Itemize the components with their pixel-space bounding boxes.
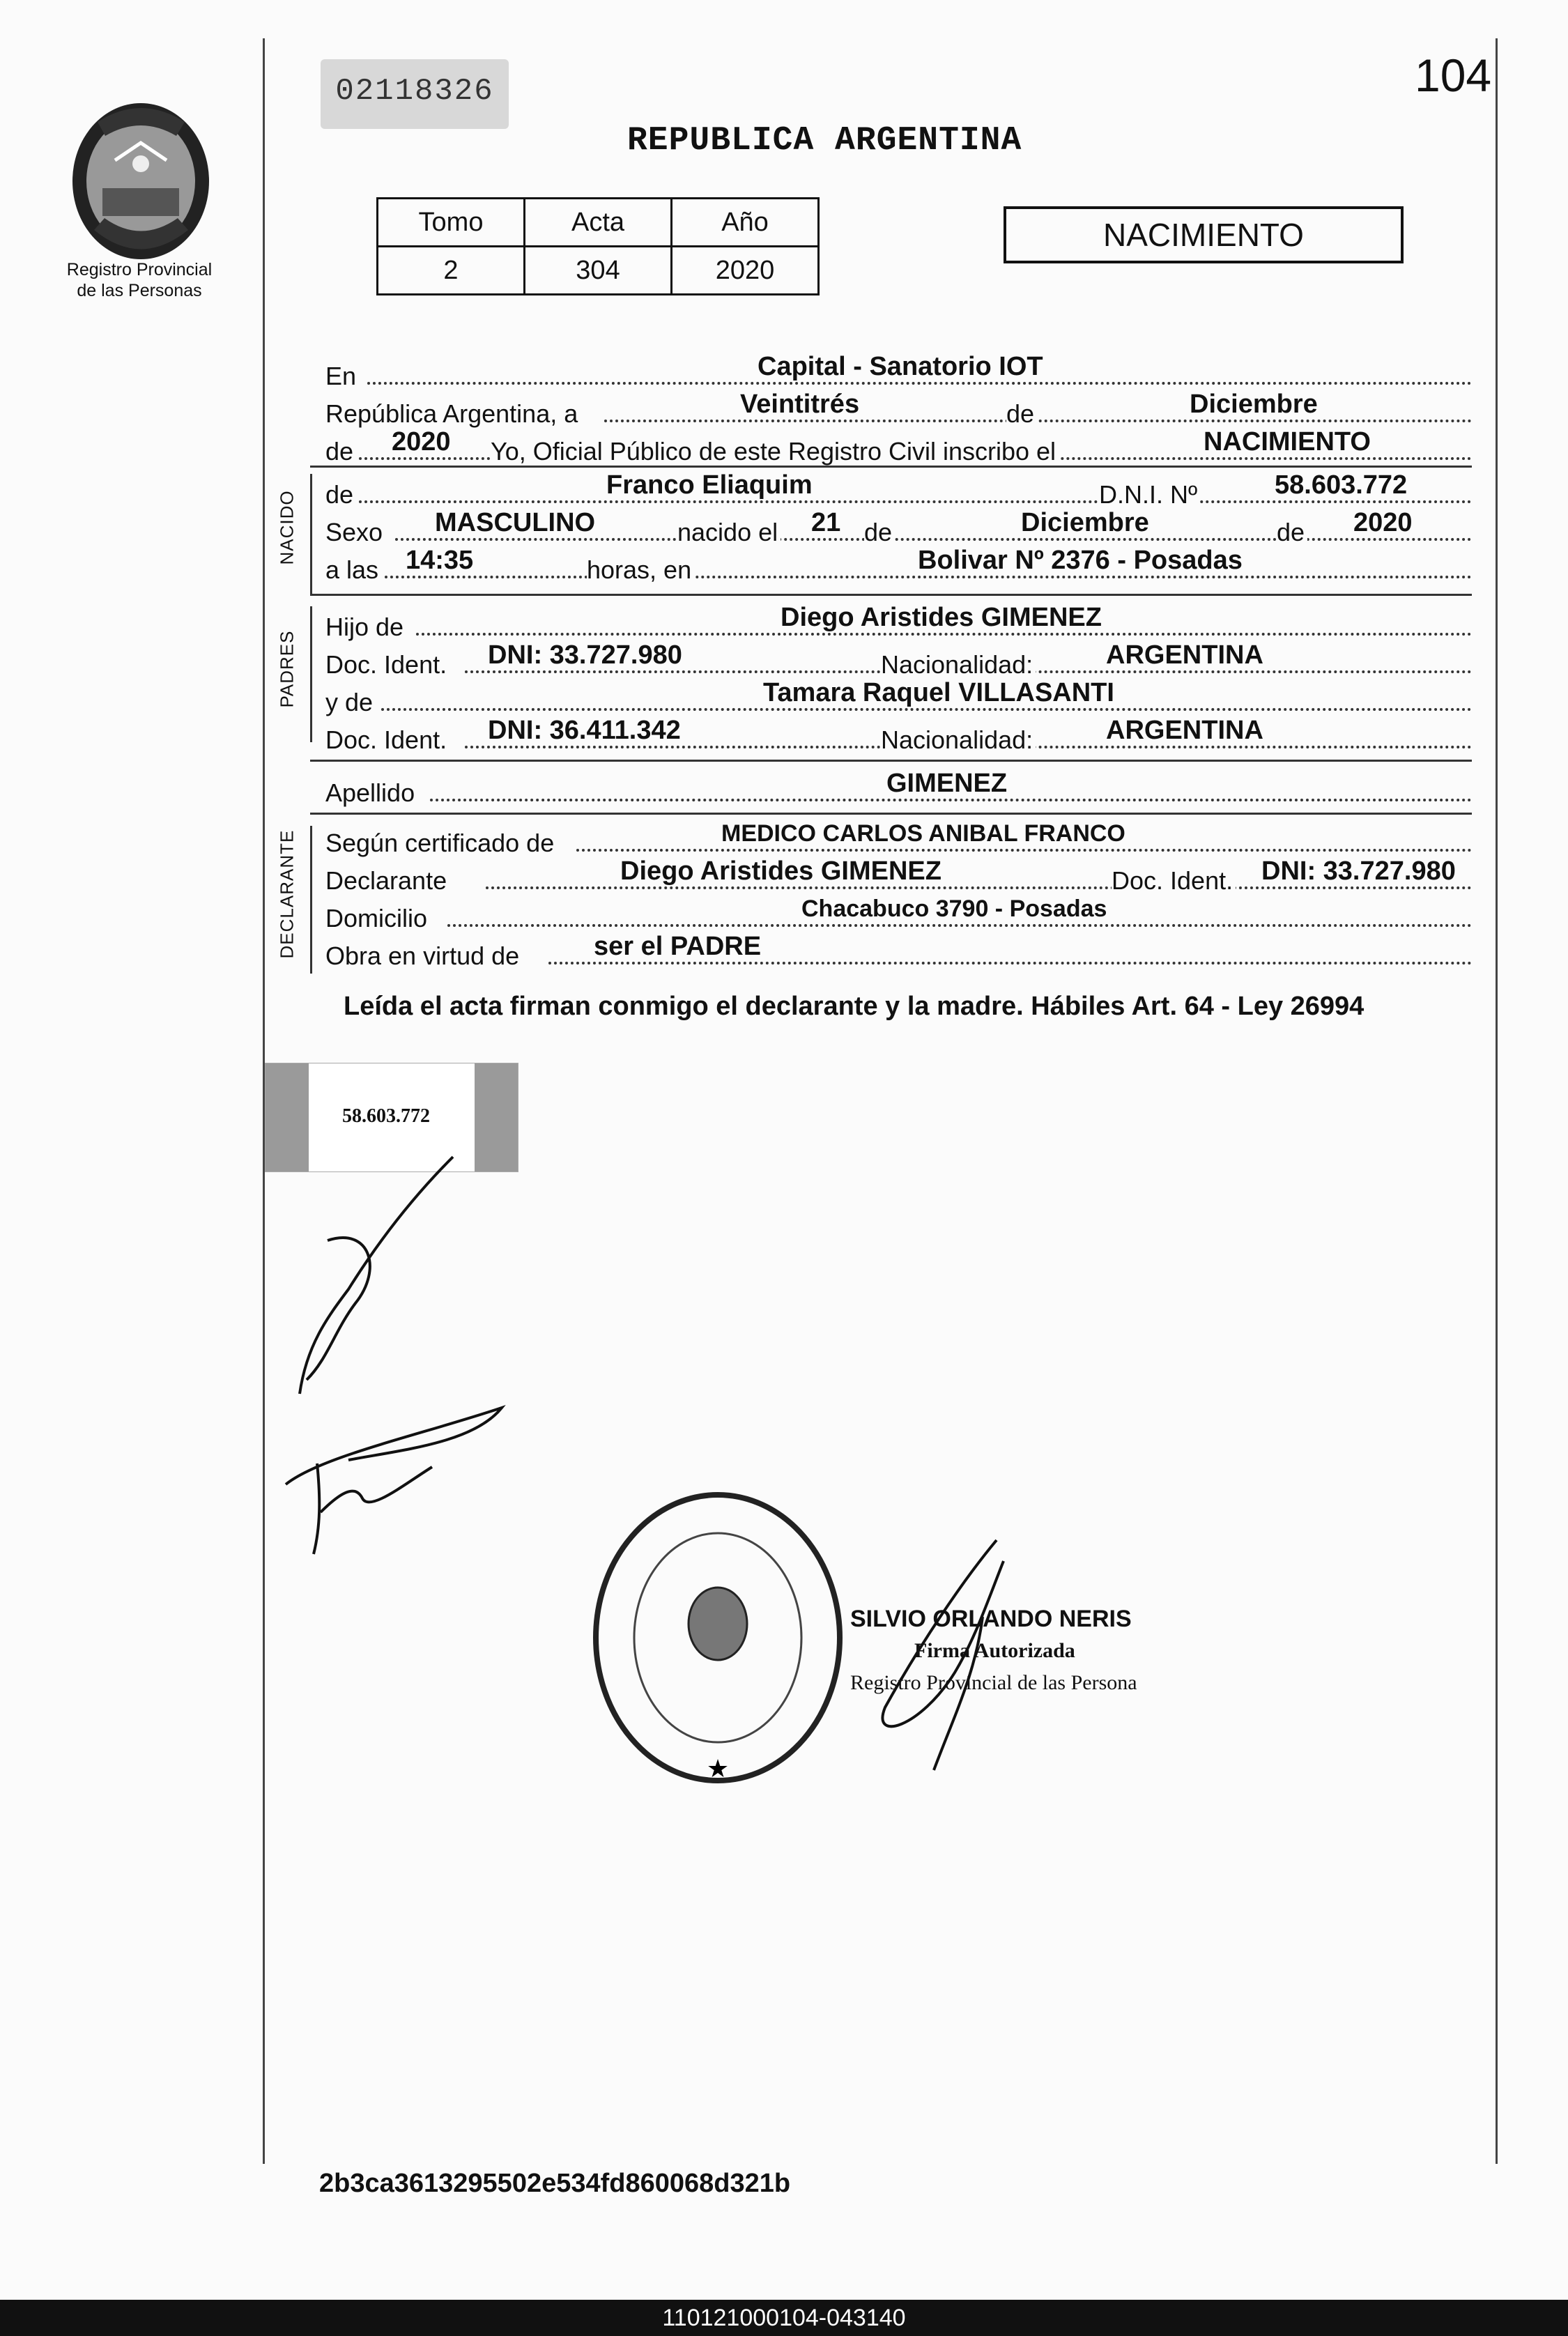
row-apellido <box>325 769 1472 807</box>
dotted-line <box>353 500 1472 503</box>
value-dia-nac: 21 <box>811 508 841 537</box>
row-lugar <box>325 352 1472 390</box>
register-table-header-row <box>378 199 819 247</box>
label-sexo: Sexo <box>325 518 385 546</box>
right-margin-line <box>1496 38 1498 2164</box>
label-doc-ident-padre: Doc. Ident. <box>325 651 449 679</box>
row-madre-doc <box>325 716 1472 754</box>
value-dia-letras: Veintitrés <box>740 390 860 419</box>
label-nacionalidad-padre: Nacionalidad: <box>881 651 1036 679</box>
province-coat-of-arms-logo <box>66 94 216 265</box>
label-doc-ident-madre: Doc. Ident. <box>325 726 449 754</box>
page-title: REPUBLICA ARGENTINA <box>627 122 1022 160</box>
official-signature-block <box>850 1603 1137 1699</box>
label-nacionalidad-madre: Nacionalidad: <box>881 726 1036 754</box>
header-acta: Acta <box>525 199 672 247</box>
dotted-line <box>430 799 1472 801</box>
separator <box>310 813 1472 815</box>
label-a-las: a las <box>325 556 381 584</box>
section-label-nacido: NACIDO <box>276 490 298 565</box>
value-padre: Diego Aristides GIMENEZ <box>781 603 1102 632</box>
row-obra-virtud <box>325 932 1472 970</box>
label-en: En <box>325 362 359 390</box>
label-horas-en: horas, en <box>587 556 694 584</box>
official-office: Registro Provincial de las Persona <box>850 1671 1137 1694</box>
value-nombre: Franco Eliaquim <box>606 470 813 500</box>
section-label-padres: PADRES <box>276 630 298 708</box>
value-lugar-nac: Bolivar Nº 2376 - Posadas <box>918 546 1243 575</box>
row-sexo <box>325 508 1472 546</box>
page-number: 104 <box>1415 49 1492 101</box>
registry-caption-line-2: de las Personas <box>77 281 202 300</box>
dotted-line <box>416 633 1472 636</box>
label-de-2: de <box>864 518 895 546</box>
document-hash: 2b3ca3613295502e534fd860068d321b <box>319 2169 791 2198</box>
row-madre <box>325 678 1472 716</box>
svg-text:★: ★ <box>706 1755 730 1783</box>
label-de-nombre: de <box>325 481 356 509</box>
closing-note: Leída el acta firman conmigo el declarante y la madre. Hábiles Art. 64 - Ley 26994 <box>344 992 1365 1021</box>
row-hora-lugar <box>325 546 1472 584</box>
value-apellido: GIMENEZ <box>886 769 1008 798</box>
nacido-bracket <box>310 474 312 594</box>
dotted-line <box>385 576 1472 578</box>
dotted-line <box>367 382 1472 385</box>
separator <box>310 594 1472 596</box>
official-name: SILVIO ORLANDO NERIS <box>850 1606 1132 1632</box>
value-declarante-doc: DNI: 33.727.980 <box>1261 856 1456 886</box>
value-anio: 2020 <box>672 247 819 295</box>
header-anio: Año <box>672 199 819 247</box>
separator <box>310 466 1472 468</box>
dotted-line <box>548 962 1472 965</box>
label-obra-en-virtud: Obra en virtud de <box>325 942 522 970</box>
value-mes-nac: Diciembre <box>1021 508 1149 537</box>
value-anio: 2020 <box>392 427 451 456</box>
value-madre: Tamara Raquel VILLASANTI <box>763 678 1114 707</box>
label-nacido-el: nacido el <box>677 518 781 546</box>
label-segun-certificado: Según certificado de <box>325 829 557 857</box>
label-republica: República Argentina, a <box>325 400 581 428</box>
official-role: Firma Autorizada <box>914 1639 1075 1662</box>
dotted-line <box>447 924 1472 927</box>
value-padre-nac: ARGENTINA <box>1106 640 1263 670</box>
value-madre-doc: DNI: 36.411.342 <box>488 716 681 745</box>
separator <box>310 760 1472 762</box>
label-hijo-de: Hijo de <box>325 613 406 641</box>
label-doc-ident-declarante: Doc. Ident. <box>1112 867 1236 895</box>
dotted-line <box>395 538 1472 541</box>
dni-strip-number: 58.603.772 <box>342 1105 430 1127</box>
row-domicilio <box>325 896 1472 932</box>
official-seal <box>585 1484 850 1795</box>
declarante-bracket <box>310 826 312 974</box>
value-acto: NACIMIENTO <box>1204 427 1371 456</box>
label-dni-no: D.N.I. Nº <box>1099 481 1200 509</box>
section-label-declarante: DECLARANTE <box>276 829 298 959</box>
row-declarante <box>325 856 1472 895</box>
value-mes: Diciembre <box>1190 390 1318 419</box>
value-dni: 58.603.772 <box>1275 470 1408 500</box>
register-table <box>376 197 820 295</box>
value-tomo: 2 <box>378 247 525 295</box>
register-table-value-row <box>378 247 819 295</box>
dotted-line <box>381 708 1472 711</box>
row-padre-doc <box>325 640 1472 679</box>
header-tomo: Tomo <box>378 199 525 247</box>
value-lugar: Capital - Sanatorio IOT <box>758 352 1043 381</box>
row-padre <box>325 603 1472 641</box>
value-anio-nac: 2020 <box>1353 508 1413 537</box>
registry-caption-line-1: Registro Provincial <box>66 260 213 279</box>
value-padre-doc: DNI: 33.727.980 <box>488 640 682 670</box>
value-madre-nac: ARGENTINA <box>1106 716 1263 745</box>
label-de-prefix: de <box>325 438 356 466</box>
value-certificado: MEDICO CARLOS ANIBAL FRANCO <box>721 820 1125 847</box>
row-nombre <box>325 470 1472 509</box>
dotted-line <box>576 849 1472 852</box>
value-hora: 14:35 <box>406 546 474 575</box>
value-acta: 304 <box>525 247 672 295</box>
row-anio-acto <box>325 427 1472 466</box>
row-certificado <box>325 820 1472 857</box>
label-de-1: de <box>1006 400 1037 428</box>
row-fecha <box>325 390 1472 428</box>
label-y-de: y de <box>325 689 376 716</box>
declarant-signatures <box>279 1150 530 1568</box>
footer-code-bar: 110121000104-043140 <box>0 2300 1568 2336</box>
serial-number-stamp: 02118326 <box>321 59 509 129</box>
label-domicilio: Domicilio <box>325 905 430 932</box>
value-sexo: MASCULINO <box>435 508 596 537</box>
value-domicilio: Chacabuco 3790 - Posadas <box>801 896 1107 922</box>
padres-bracket <box>310 606 312 742</box>
value-obra-virtud: ser el PADRE <box>594 932 762 961</box>
registry-caption <box>42 259 237 301</box>
value-declarante: Diego Aristides GIMENEZ <box>620 856 941 886</box>
label-apellido: Apellido <box>325 779 417 807</box>
label-yo-oficial: Yo, Oficial Público de este Registro Civil inscribo el <box>491 438 1059 466</box>
dotted-line <box>486 886 1472 889</box>
label-declarante: Declarante <box>325 867 449 895</box>
dotted-line <box>604 420 1472 422</box>
record-type-box: NACIMIENTO <box>1004 206 1404 263</box>
label-de-3: de <box>1277 518 1307 546</box>
